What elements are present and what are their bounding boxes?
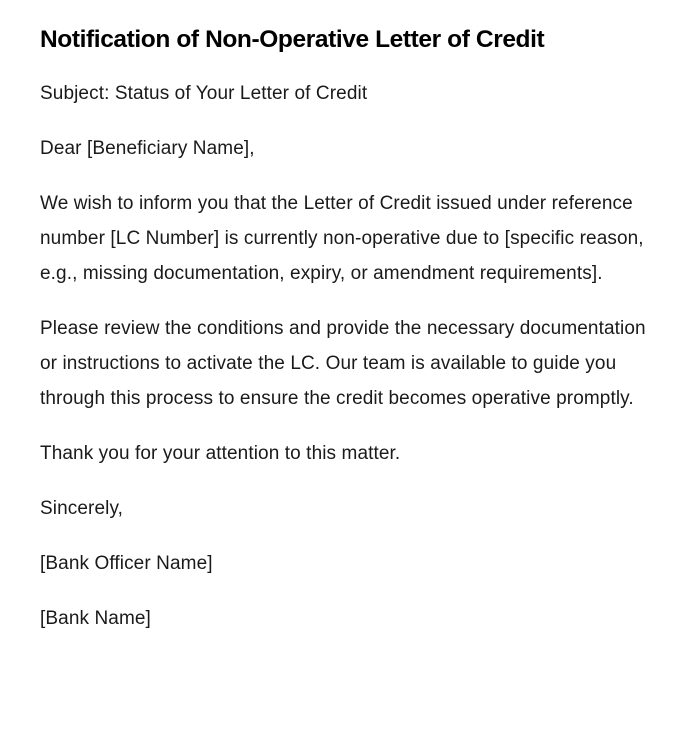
subject-line: Subject: Status of Your Letter of Credit	[40, 83, 368, 104]
document-title: Notification of Non-Operative Letter of Credit	[40, 26, 545, 53]
salutation: Dear [Beneficiary Name],	[40, 138, 255, 159]
body-paragraph-notice: We wish to inform you that the Letter of Credit issued under reference number [LC Number] is currently non-operative due to [specific reason, e.g., missing documentation, expiry, or amendment requirements].	[40, 193, 644, 284]
body-paragraph-request: Please review the conditions and provide the necessary documentation or instructions to activate the LC. Our team is available to guide you through this process to ensure the credit becomes operative promptly.	[40, 318, 646, 409]
closing: Sincerely,	[40, 498, 124, 519]
body-paragraph-thanks: Thank you for your attention to this matter.	[40, 443, 401, 464]
signature-bank-name: [Bank Name]	[40, 608, 151, 629]
signature-officer-name: [Bank Officer Name]	[40, 553, 213, 574]
